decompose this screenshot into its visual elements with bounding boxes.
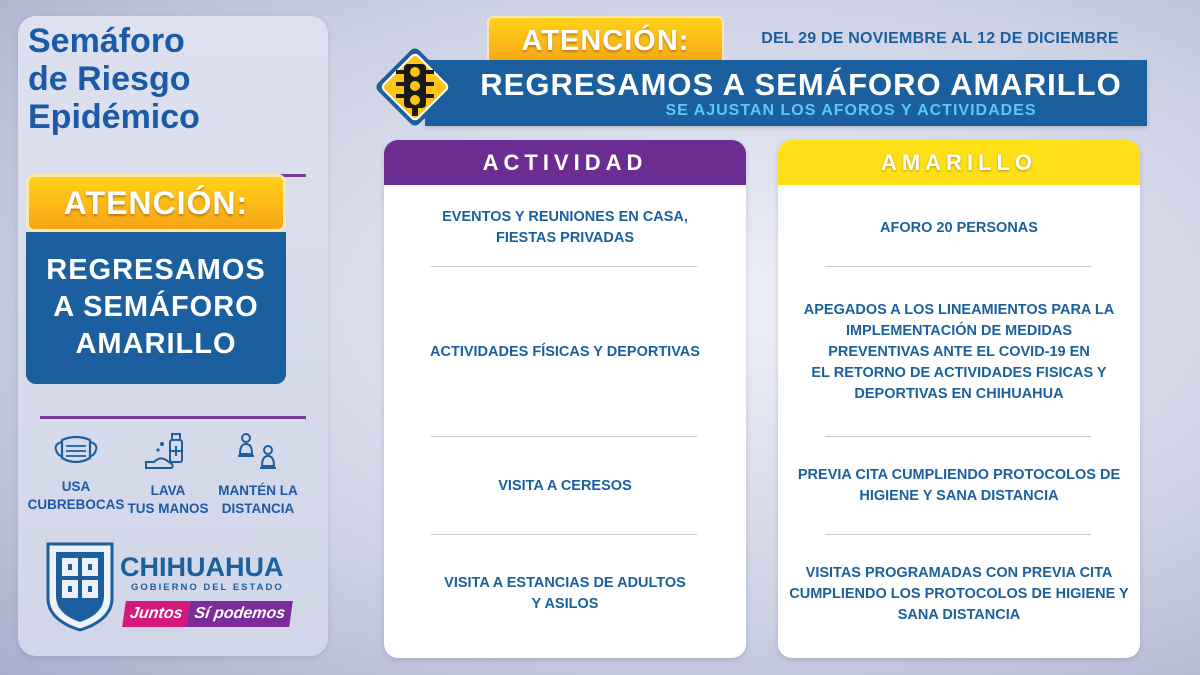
date-range: DEL 29 DE NOVIEMBRE AL 12 DE DICIEMBRE: [761, 30, 1119, 47]
government-logo: [26, 538, 296, 638]
distance-label-1: MANTÉN LA: [218, 483, 298, 498]
slogan-part2: Sí podemos: [187, 601, 293, 627]
left-title-line2: de Riesgo: [28, 60, 191, 98]
yellow-cell-2: [778, 267, 1140, 437]
attention-badge-top: ATENCIÓN:: [487, 16, 724, 66]
slogan-part1: Juntos: [122, 601, 190, 627]
logo-name: CHIHUAHUA: [120, 552, 284, 582]
message-line1: REGRESAMOS: [46, 254, 266, 286]
yellow-text-2: APEGADOS A LOS LINEAMIENTOS PARA LA IMPLEMENTACIÓN DE MEDIDAS PREVENTIVAS ANTE EL COVID-19 EN EL RETORNO DE ACTIVIDADES FISICAS Y DEPORTIVAS EN CHIHUAHUA: [803, 301, 1115, 402]
activity-text-4: VISITA A ESTANCIAS DE ADULTOS Y ASILOS: [444, 575, 686, 612]
distance-item: [208, 432, 308, 518]
yellow-card: [778, 140, 1140, 658]
yellow-text-4: VISITAS PROGRAMADAS CON PREVIA CITA CUMPLIENDO LOS PROTOCOLOS DE HIGIENE Y SANA DISTANCIA: [789, 564, 1129, 623]
left-title-line3: Epidémico: [28, 98, 200, 136]
traffic-light-sign-icon: [366, 38, 464, 136]
banner-subtitle: SE AJUSTAN LOS AFOROS Y ACTIVIDADES: [665, 102, 1037, 119]
mask-label-1: USA: [61, 479, 91, 494]
banner-title: REGRESAMOS A SEMÁFORO AMARILLO: [480, 67, 1122, 102]
activity-text-2: ACTIVIDADES FÍSICAS Y DEPORTIVAS: [430, 343, 700, 360]
yellow-return-box: [26, 232, 286, 384]
wash-label-1: LAVA: [150, 483, 186, 498]
left-title-line1: Semáforo: [28, 22, 185, 60]
yellow-cell-1: [778, 196, 1140, 260]
divider-middle: [40, 416, 306, 419]
yellow-cell-4: [778, 535, 1140, 653]
handwash-item: [118, 432, 218, 518]
yellow-text-1: AFORO 20 PERSONAS: [880, 219, 1038, 236]
yellow-text-3: PREVIA CITA CUMPLIENDO PROTOCOLOS DE HIGIENE Y SANA DISTANCIA: [797, 467, 1121, 504]
activity-header: ACTIVIDAD: [384, 140, 746, 185]
activity-text-3: VISITA A CERESOS: [498, 477, 632, 494]
face-mask-icon: [52, 432, 100, 468]
hand-wash-icon: [144, 432, 192, 472]
attention-badge-left: ATENCIÓN:: [26, 174, 286, 232]
yellow-cell-3: [778, 437, 1140, 535]
activity-cell-3: [384, 437, 746, 535]
mask-item: [26, 432, 126, 514]
yellow-header: AMARILLO: [778, 140, 1140, 185]
activity-card: [384, 140, 746, 658]
header-banner: [425, 60, 1147, 126]
slogan: [122, 601, 293, 627]
left-title: [28, 22, 298, 136]
coat-of-arms-icon: [40, 538, 120, 634]
social-distance-icon: [234, 432, 282, 472]
activity-cell-2: [384, 267, 746, 437]
mask-label-2: CUBREBOCAS: [27, 497, 125, 512]
message-line2: A SEMÁFORO: [53, 291, 259, 323]
activity-cell-4: [384, 535, 746, 653]
message-line3: AMARILLO: [75, 328, 237, 360]
wash-label-2: TUS MANOS: [127, 501, 209, 516]
distance-label-2: DISTANCIA: [221, 501, 295, 516]
activity-text-1: EVENTOS Y REUNIONES EN CASA, FIESTAS PRIVADAS: [442, 209, 688, 246]
activity-cell-1: [384, 196, 746, 260]
logo-subtitle: GOBIERNO DEL ESTADO: [131, 582, 284, 593]
